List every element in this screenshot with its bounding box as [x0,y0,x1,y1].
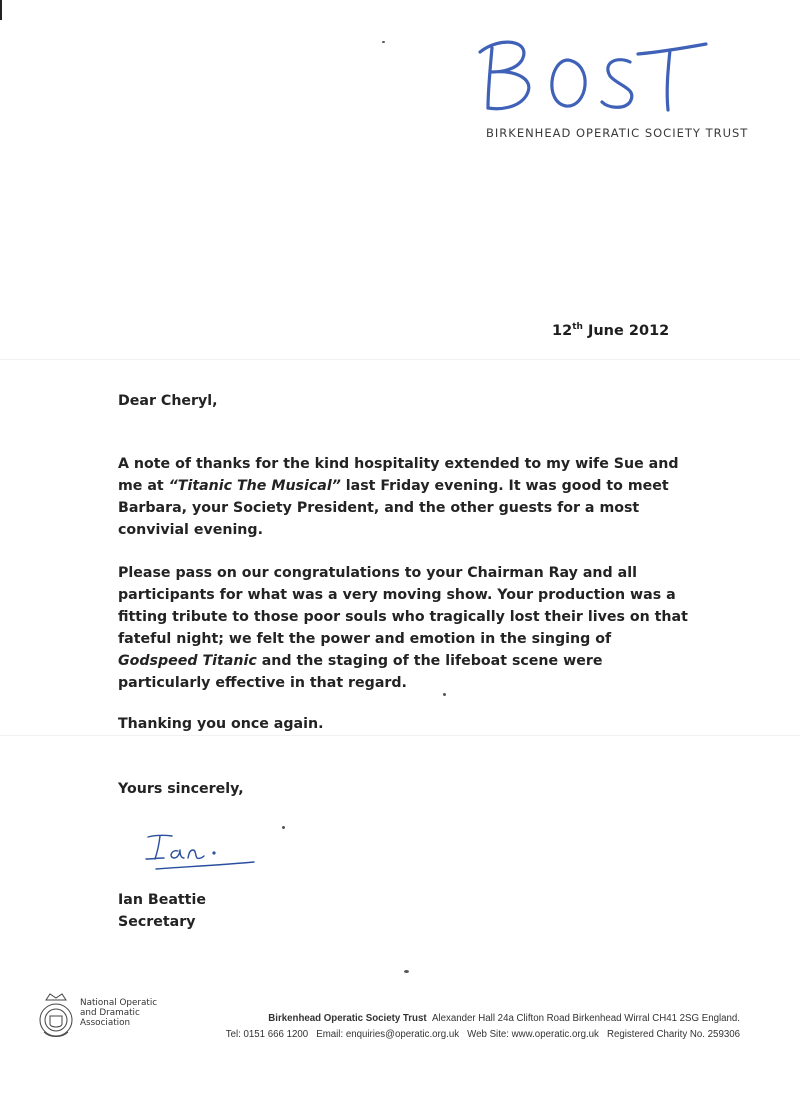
italic-text-run: “Titanic The Musical” [168,478,341,494]
date-day: 12 [552,322,573,339]
signer-block [118,889,688,933]
signer-title: Secretary [118,914,196,930]
footer-website: Web Site: www.operatic.org.uk [467,1029,599,1040]
organisation-name: BIRKENHEAD OPERATIC SOCIETY TRUST [486,126,749,140]
italic-text-run: Godspeed Titanic [118,653,257,669]
paragraph-3 [118,713,688,735]
noda-affiliation: National Operatic and Dramatic Association [80,998,158,1028]
text-run: A note of thanks for the kind hospitality extended to my wife Sue and me at [118,456,679,494]
signer-name: Ian Beattie [118,892,206,908]
text-run: and the staging of the lifeboat scene were particularly effective in that regard. [118,653,603,691]
scan-line [0,359,800,360]
date-rest: June 2012 [587,322,670,339]
scan-speck [382,41,385,43]
footer-email: Email: enquiries@operatic.org.uk [316,1029,460,1040]
scan-line [0,735,800,736]
text-run: last Friday evening. It was good to meet Barbara, your Society President, and the other guests for a most convivial evening. [118,478,669,538]
footer-address-line [140,1013,740,1024]
scan-speck [404,970,409,973]
date-suffix: th [572,322,583,332]
text-run: Thanking you once again. [118,716,324,732]
footer-charity: Registered Charity No. 259306 [606,1029,740,1040]
closing: Yours sincerely, [118,781,244,797]
paragraph-2 [118,562,688,694]
scan-edge [0,0,2,20]
noda-crest-icon [36,990,76,1040]
handwritten-signature [142,825,262,875]
bost-logo [470,30,710,120]
text-run: Please pass on our congratulations to your Chairman Ray and all participants for what was a very moving show. Your production was a fitting tribute to those poor souls who tragically lost their lives on that fateful night; we felt the power and emotion in the singing of [118,565,688,647]
footer-address: Alexander Hall 24a Clifton Road Birkenhead Wirral CH41 2SG England. [431,1013,740,1024]
letter-date [552,322,669,339]
paragraph-1 [118,453,688,541]
scan-speck [443,693,446,696]
footer-tel: Tel: 0151 666 1200 [225,1029,309,1040]
footer-contact-line [140,1029,740,1040]
footer-org-name: Birkenhead Operatic Society Trust [268,1013,427,1024]
scan-speck [282,826,285,829]
salutation: Dear Cheryl, [118,393,218,409]
